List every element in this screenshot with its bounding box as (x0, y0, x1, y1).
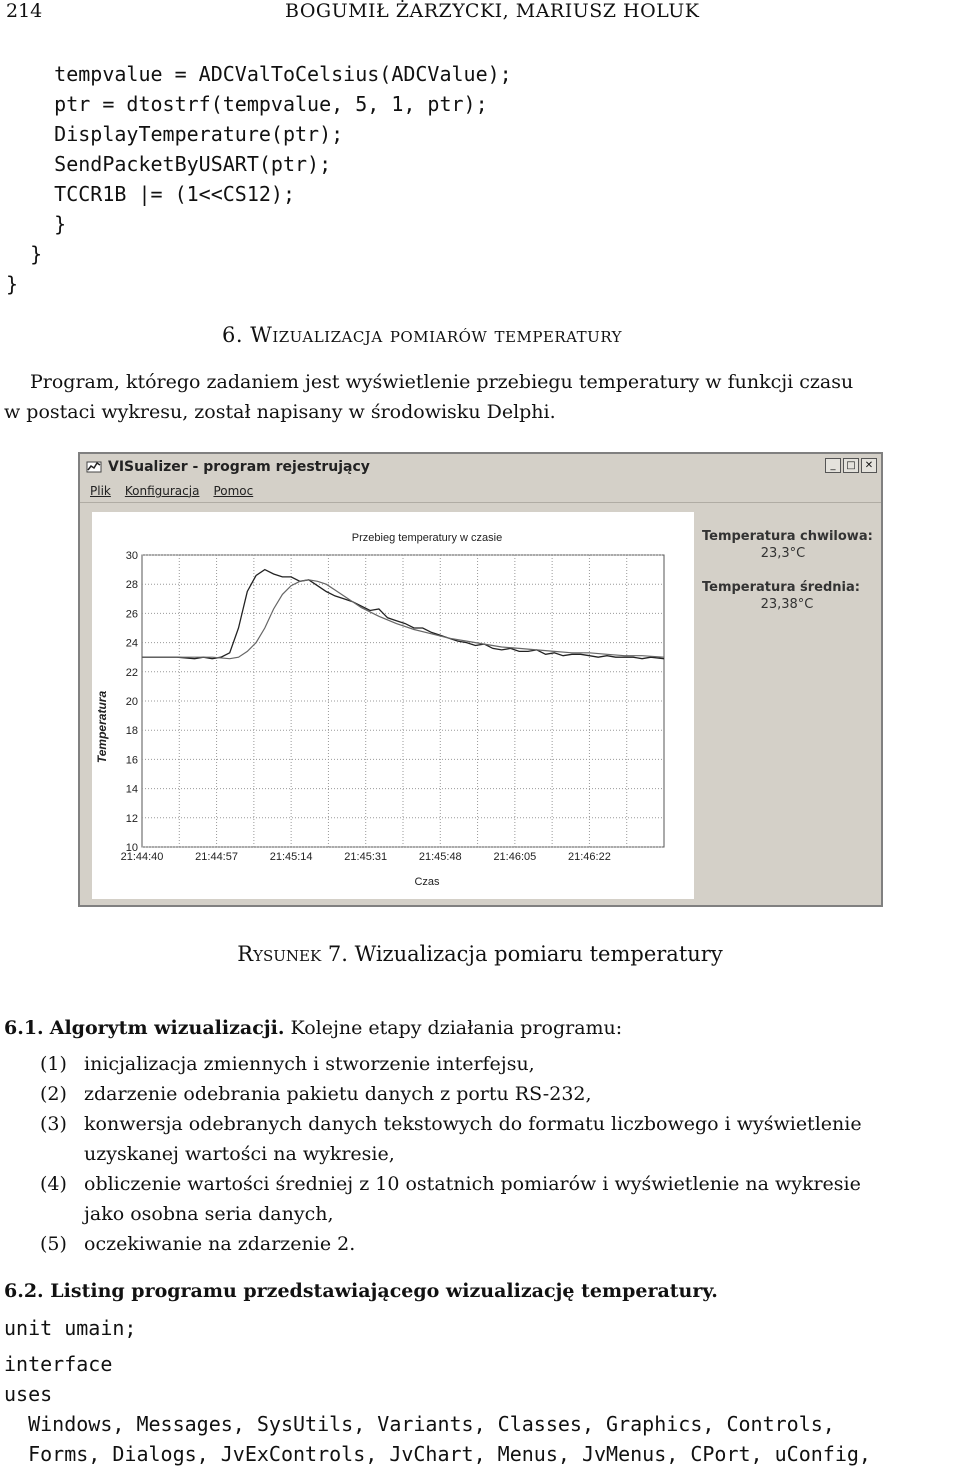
window-titlebar (80, 454, 881, 480)
x-axis-label: Czas (414, 876, 440, 888)
list-item-number: (1) (40, 1053, 67, 1075)
steps-list (0, 1049, 960, 1259)
y-tick-label: 26 (125, 608, 138, 621)
minimize-icon[interactable]: _ (825, 458, 841, 473)
close-icon[interactable]: ✕ (861, 458, 877, 473)
temperature-chart (92, 512, 694, 899)
section-number: 6. (222, 323, 244, 347)
y-tick-label: 18 (125, 725, 138, 738)
code-line: SendPacketByUSART(ptr); (6, 152, 332, 176)
code-line: DisplayTemperature(ptr); (6, 122, 344, 146)
y-tick-label: 20 (125, 696, 138, 708)
figure-label-cap: R (237, 942, 254, 966)
section-title-cap: W (250, 323, 273, 347)
list-item-text: jako osobna seria danych, (84, 1203, 334, 1225)
subsection-text: Kolejne etapy działania programu: (290, 1017, 623, 1039)
figure-label (237, 942, 348, 966)
code-line: Windows, Messages, SysUtils, Variants, Classes, Graphics, Controls, (4, 1412, 835, 1436)
section-heading (222, 323, 622, 347)
x-tick-label: 21:45:31 (344, 851, 388, 863)
x-tick-label: 21:45:14 (269, 851, 313, 863)
intro-line-2: w postaci wykresu, został napisany w środowisku Delphi. (4, 401, 556, 423)
code-line: tempvalue = ADCValToCelsius(ADCValue); (6, 62, 512, 86)
window-title: VISualizer - program rejestrujący (108, 459, 370, 475)
x-tick-label: 21:46:22 (568, 851, 611, 863)
current-temp-value: 23,3°C (760, 546, 806, 561)
subsection-6-2 (4, 1276, 718, 1306)
figure-label-rest: ysunek 7. (253, 942, 348, 966)
list-item-text: zdarzenie odebrania pakietu danych z portu RS-232, (84, 1083, 592, 1105)
y-tick-label: 10 (125, 842, 138, 854)
y-tick-label: 28 (125, 579, 138, 592)
section-title-rest: izualizacja pomiarów temperatury (272, 323, 623, 347)
chart-panel (92, 512, 694, 899)
window-controls (825, 458, 877, 473)
chart-grid (142, 555, 664, 847)
page-header (0, 0, 960, 22)
menu-item-pomoc[interactable]: Pomoc (213, 484, 254, 498)
maximize-icon[interactable]: □ (843, 458, 859, 473)
app-icon (86, 459, 102, 475)
menu-bar (80, 480, 881, 503)
list-item-text: inicjalizacja zmiennych i stworzenie interfejsu, (84, 1053, 535, 1075)
section-title (250, 323, 622, 347)
list-item-text: obliczenie wartości średniej z 10 ostatnich pomiarów i wyświetlenie na wykresie (84, 1173, 861, 1195)
running-head-authors: BOGUMIŁ ŻARZYCKI, MARIUSZ HOLUK (285, 0, 700, 22)
code-line: unit umain; (4, 1316, 137, 1340)
list-item-text: uzyskanej wartości na wykresie, (84, 1143, 395, 1165)
current-temp-label: Temperatura chwilowa: (702, 529, 873, 544)
figure-caption (0, 942, 960, 966)
code-line: } (6, 242, 43, 266)
app-window (78, 452, 883, 907)
code-line: Forms, Dialogs, JvExControls, JvChart, Menus, JvMenus, CPort, uConfig, (4, 1442, 871, 1466)
mean-temp-value: 23,38°C (760, 597, 814, 612)
code-listing-bottom (4, 1313, 871, 1469)
subsection-6-1 (4, 1013, 622, 1043)
code-line: } (6, 272, 19, 296)
page-number: 214 (6, 0, 43, 22)
subsection-number: 6.2. (4, 1280, 44, 1302)
x-tick-label: 21:46:05 (493, 851, 537, 863)
y-tick-label: 14 (125, 783, 138, 796)
code-line: interface (4, 1352, 113, 1376)
menu-item-konfiguracja[interactable]: Konfiguracja (124, 484, 200, 498)
list-item-number: (4) (40, 1173, 67, 1195)
y-tick-label: 12 (125, 812, 138, 825)
list-item-number: (3) (40, 1113, 67, 1135)
mean-temp-label: Temperatura średnia: (702, 580, 860, 595)
subsection-title: Algorytm wizualizacji. (49, 1017, 285, 1039)
subsection-number: 6.1. (4, 1017, 44, 1039)
menu-item-plik[interactable]: Plik (90, 484, 111, 498)
chart-title: Przebieg temperatury w czasie (351, 532, 503, 544)
code-line: ptr = dtostrf(tempvalue, 5, 1, ptr); (6, 92, 488, 116)
list-item-number: (2) (40, 1083, 67, 1105)
y-tick-label: 22 (125, 666, 138, 679)
x-tick-label: 21:44:57 (195, 851, 238, 863)
y-axis-label: Temperatura (95, 690, 109, 764)
y-tick-label: 16 (125, 754, 138, 767)
list-item-text: konwersja odebranych danych tekstowych do formatu liczbowego i wyświetlenie (84, 1113, 862, 1135)
intro-line-1: Program, którego zadaniem jest wyświetlenie przebiegu temperatury w funkcji czasu (30, 371, 854, 393)
x-tick-label: 21:44:40 (120, 851, 164, 863)
code-listing-top (6, 59, 512, 299)
list-item-text: oczekiwanie na zdarzenie 2. (84, 1233, 356, 1255)
code-line: } (6, 212, 67, 236)
list-item-number: (5) (40, 1233, 67, 1255)
y-tick-label: 24 (125, 637, 138, 650)
code-line: TCCR1B |= (1<<CS12); (6, 182, 295, 206)
subsection-title: Listing programu przedstawiającego wizualizację temperatury. (50, 1280, 718, 1302)
x-tick-label: 21:45:48 (418, 851, 462, 863)
code-line: uses (4, 1382, 53, 1406)
figure-caption-text: Wizualizacja pomiaru temperatury (354, 942, 723, 966)
y-tick-label: 30 (125, 550, 138, 562)
